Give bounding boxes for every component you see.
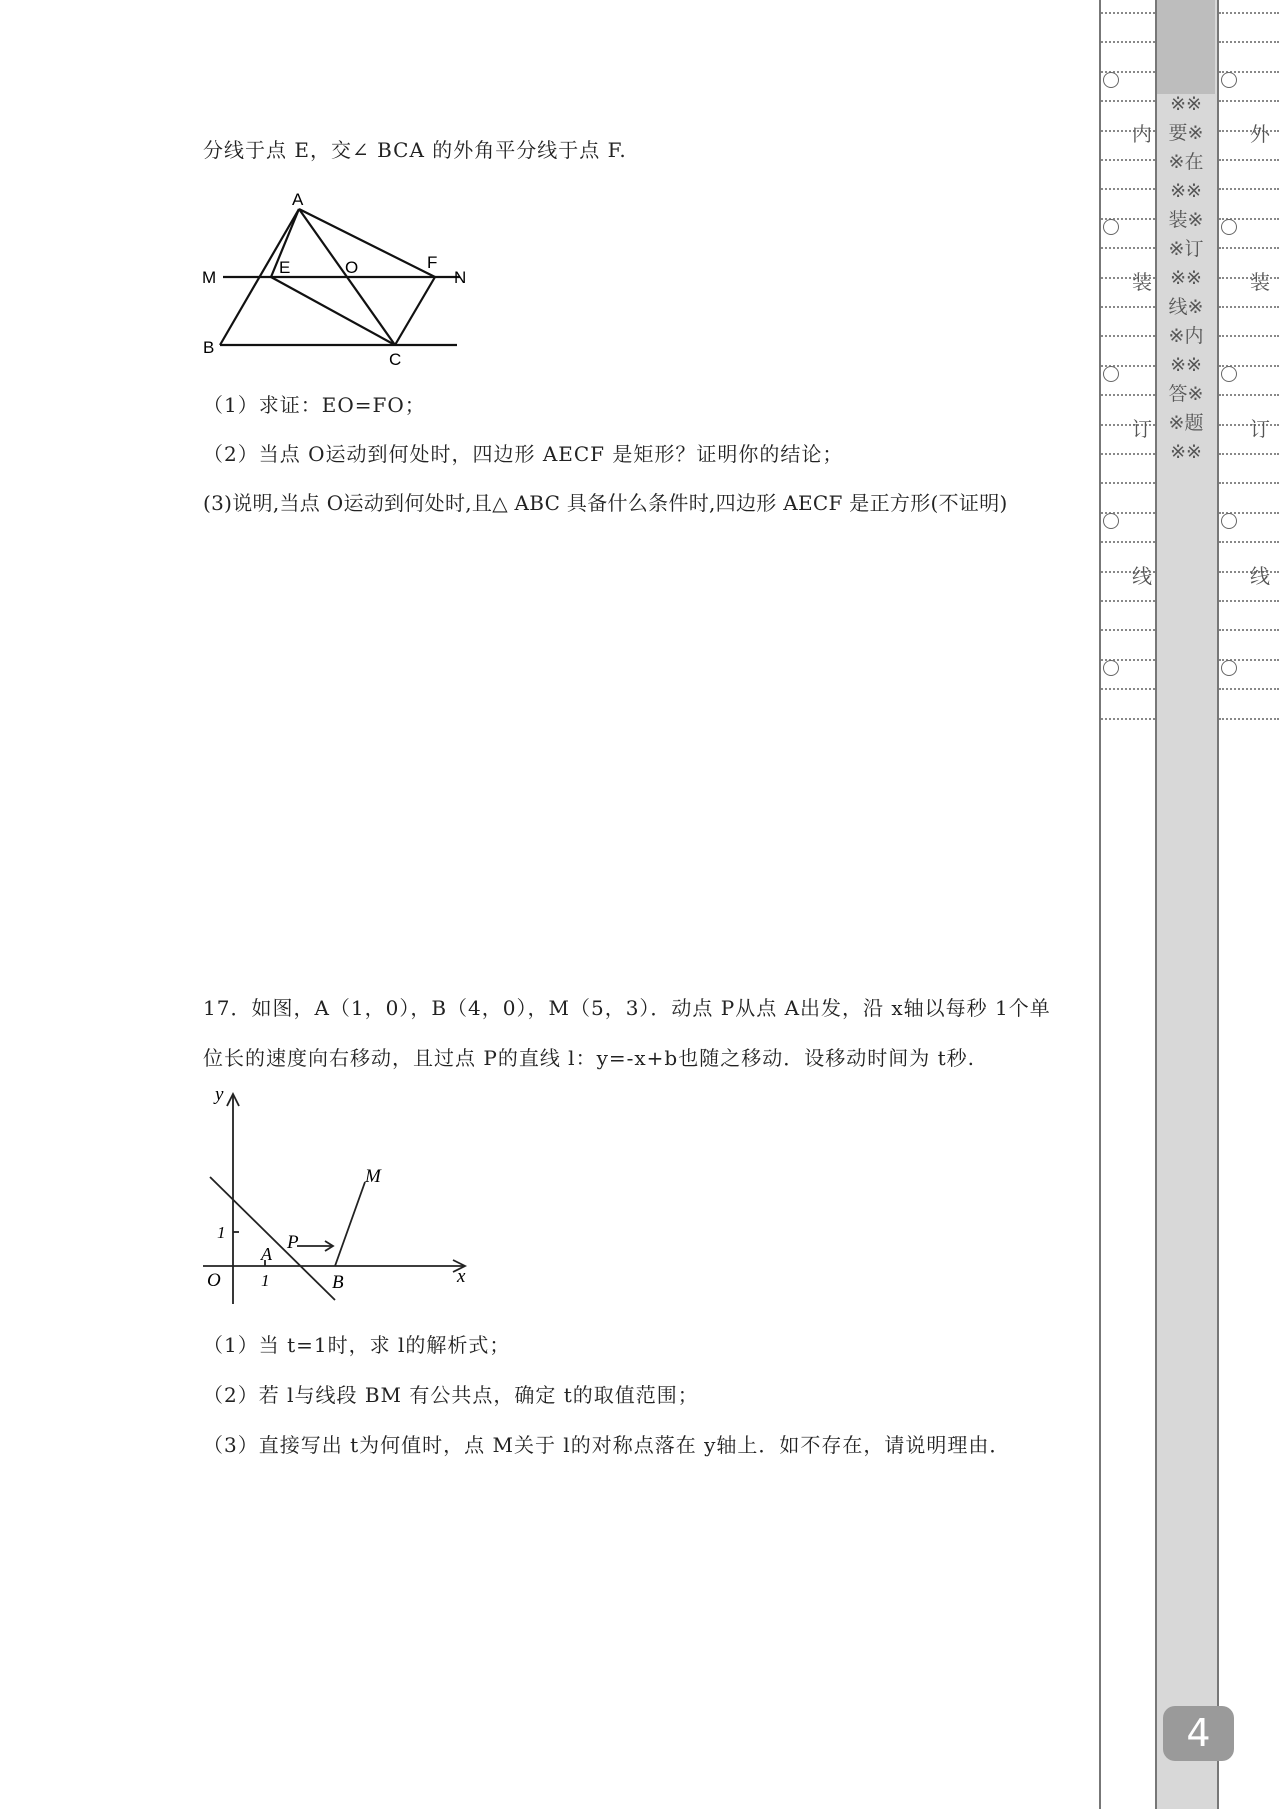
binding-hole-circle [1103,513,1119,529]
dotted-row [1101,394,1155,396]
q16-part3: (3)说明,当点 O运动到何处时,且△ ABC 具备什么条件时,四边形 AECF 是正方形(不证明) [203,491,1008,515]
label-wai: 外 [1250,122,1270,146]
dotted-row [1219,424,1279,426]
binding-hole-circle [1221,219,1237,235]
dotted-row [1101,541,1155,543]
label-n: N [454,268,467,287]
dotted-row [1101,188,1155,190]
page-number-badge: 4 [1163,1706,1234,1761]
q16-part2: （2）当点 O运动到何处时，四边形 AECF 是矩形？证明你的结论； [203,442,844,466]
dotted-row [1219,629,1279,631]
binding-hole-circle [1221,660,1237,676]
binding-warning-text: ※※ 要※ ※在 ※※ 装※ ※订 ※※ 线※ ※内 ※※ 答※ ※题 ※※ [1168,93,1204,463]
q16-part1: （1）求证：EO=FO； [203,393,426,417]
dotted-row [1219,306,1279,308]
label-x-one: 1 [261,1271,270,1290]
dotted-row [1219,453,1279,455]
dotted-row [1101,600,1155,602]
dotted-row [1101,41,1155,43]
dotted-row [1101,718,1155,720]
dotted-row [1219,41,1279,43]
binding-hole-circle [1103,366,1119,382]
label-b: B [203,338,215,357]
label-zhuang-left: 装 [1132,270,1152,294]
label-x: x [457,1266,466,1287]
dotted-row [1219,571,1279,573]
dotted-row [1219,12,1279,14]
line-l [210,1177,335,1300]
label-f: F [427,253,438,272]
binding-hole-circle [1221,366,1237,382]
dotted-row [1101,247,1155,249]
label-xian-left: 线 [1132,564,1152,588]
binding-margin-outer-column [1217,0,1280,1809]
segment-bm [335,1182,365,1266]
label-y-one: 1 [217,1223,226,1242]
q17-line1: 17．如图，A（1，0），B（4，0），M（5，3）．动点 P从点 A出发，沿 x轴以每秒 1个单 [203,996,1051,1020]
dotted-row [1101,688,1155,690]
label-m: M [202,268,217,287]
label-ding-left: 订 [1132,417,1152,441]
label-point-p: P [287,1232,299,1253]
label-origin: O [207,1270,221,1291]
dotted-row [1219,130,1279,132]
dotted-row [1219,188,1279,190]
binding-hole-circle [1103,660,1119,676]
segment-fc [395,277,435,345]
dotted-row [1219,335,1279,337]
dotted-row [1219,247,1279,249]
label-point-a: A [261,1244,272,1264]
q17-part3: （3）直接写出 t为何值时，点 M关于 l的对称点落在 y轴上．如不存在，请说明理由． [203,1433,1011,1457]
q17-part2: （2）若 l与线段 BM 有公共点，确定 t的取值范围； [203,1383,699,1407]
dotted-row [1101,306,1155,308]
binding-hole-circle [1103,219,1119,235]
dotted-row [1219,277,1279,279]
dotted-row [1101,335,1155,337]
segment-ec [271,277,395,345]
label-ding-right: 订 [1250,417,1270,441]
dotted-row [1219,159,1279,161]
dotted-row [1219,718,1279,720]
label-c: C [389,350,402,369]
dotted-row [1101,453,1155,455]
dotted-row [1101,100,1155,102]
dotted-row [1101,629,1155,631]
dotted-row [1219,482,1279,484]
q16-intro: 分线于点 E，交∠ BCA 的外角平分线于点 F. [203,138,627,162]
label-e: E [279,258,291,277]
label-y: y [215,1084,224,1105]
label-a: A [292,190,304,209]
dotted-row [1219,688,1279,690]
q16-figure [195,185,480,375]
binding-hole-circle [1103,72,1119,88]
q17-part1: （1）当 t=1时，求 l的解析式； [203,1333,511,1357]
dotted-row [1219,394,1279,396]
label-zhuang-right: 装 [1250,270,1270,294]
label-point-m: M [365,1166,381,1187]
gray-header-block [1157,0,1215,94]
dotted-row [1219,600,1279,602]
dotted-row [1101,482,1155,484]
label-o: O [345,258,359,277]
binding-hole-circle [1221,72,1237,88]
q17-figure [195,1082,485,1307]
dotted-row [1101,12,1155,14]
label-nei: 内 [1132,122,1152,146]
segment-af [299,209,438,277]
dotted-row [1219,100,1279,102]
q17-line2: 位长的速度向右移动，且过点 P的直线 l：y=-x+b也随之移动．设移动时间为 t秒. [203,1046,975,1070]
label-point-b: B [332,1272,344,1293]
label-xian-right: 线 [1250,564,1270,588]
dotted-row [1219,541,1279,543]
dotted-row [1101,159,1155,161]
binding-hole-circle [1221,513,1237,529]
